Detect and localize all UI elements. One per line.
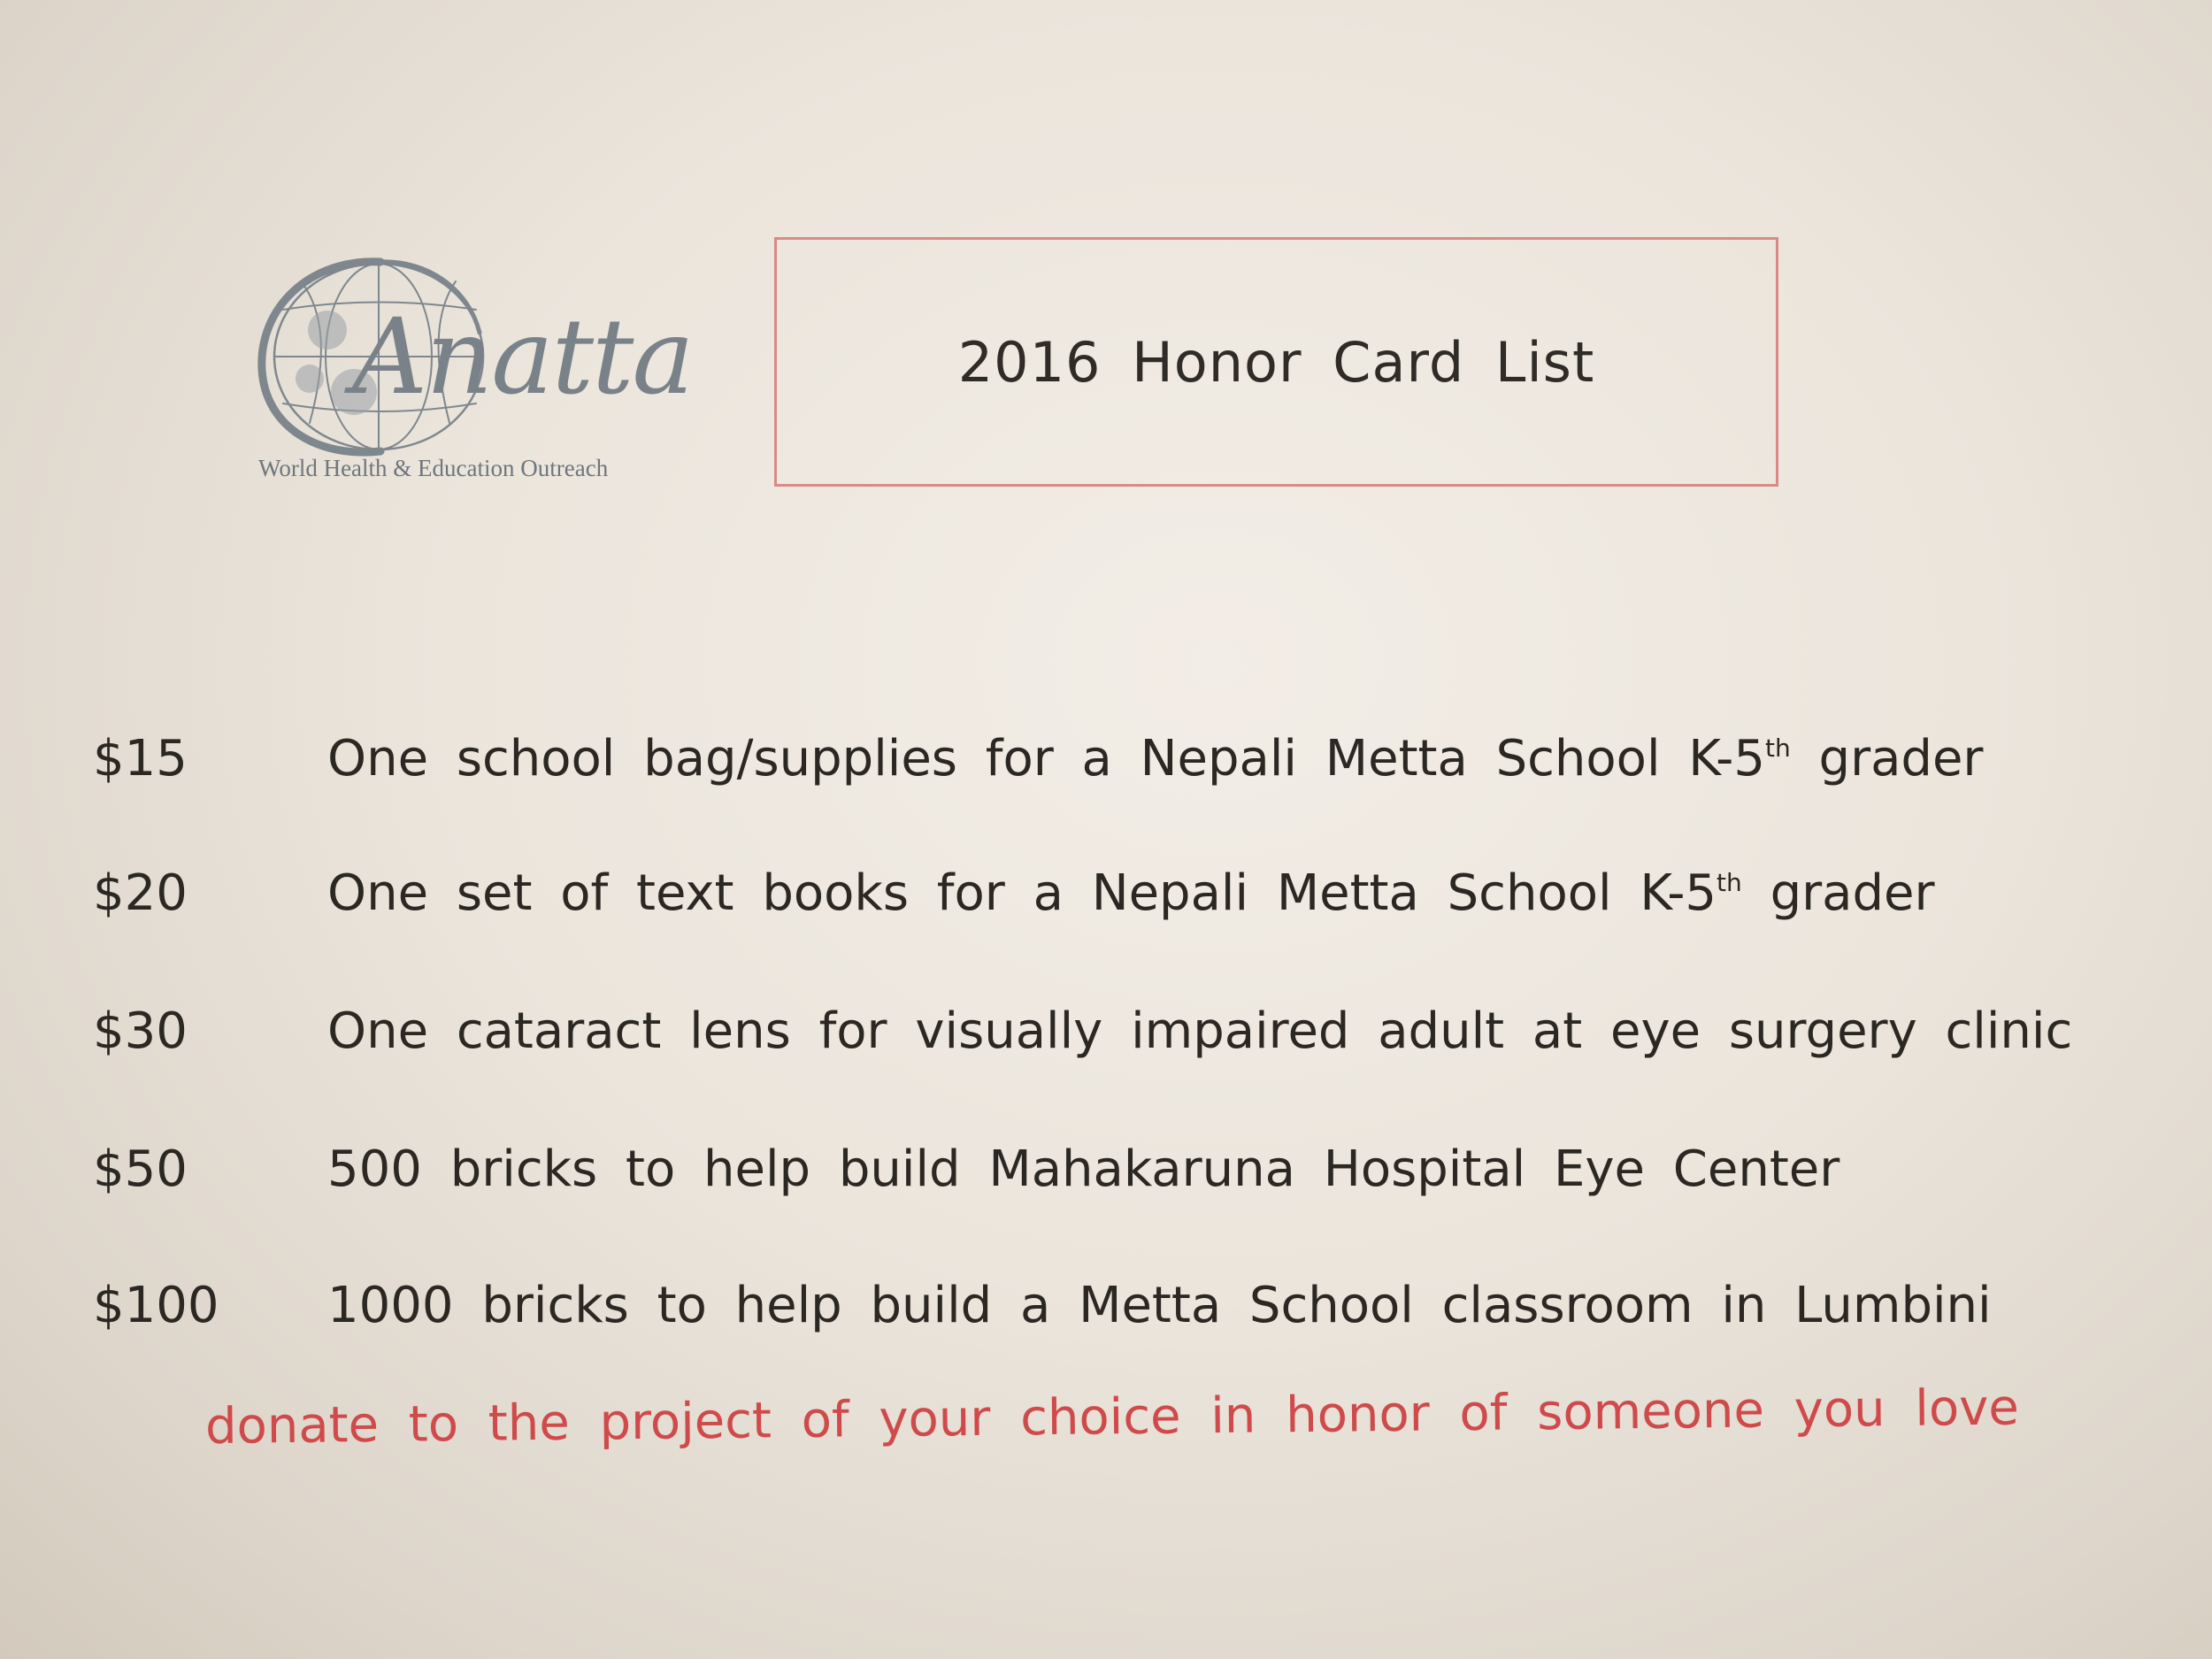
page-title: 2016 Honor Card List — [957, 329, 1595, 395]
logo-tagline: World Health & Education Outreach — [258, 455, 609, 481]
footer-tagline: donate to the project of your choice in honor of someone you love — [204, 1379, 2020, 1455]
donation-amount: $15 — [93, 730, 188, 787]
donation-description: One set of text books for a Nepali Metta School K-5th grader — [327, 864, 1935, 922]
donation-description: One cataract lens for visually impaired adult at eye surgery clinic — [327, 1002, 2073, 1060]
donation-amount: $50 — [93, 1141, 188, 1198]
donation-description: One school bag/supplies for a Nepali Metta School K-5th grader — [327, 730, 1984, 787]
donation-amount: $100 — [93, 1277, 219, 1334]
title-box — [774, 237, 1778, 487]
donation-description: 1000 bricks to help build a Metta School classroom in Lumbini — [327, 1277, 1992, 1334]
logo-wordmark: Anatta — [352, 296, 693, 418]
donation-amount: $20 — [93, 864, 188, 922]
donation-description: 500 bricks to help build Mahakaruna Hospital Eye Center — [327, 1141, 1840, 1198]
anatta-logo — [248, 246, 693, 494]
donation-amount: $30 — [93, 1002, 188, 1060]
